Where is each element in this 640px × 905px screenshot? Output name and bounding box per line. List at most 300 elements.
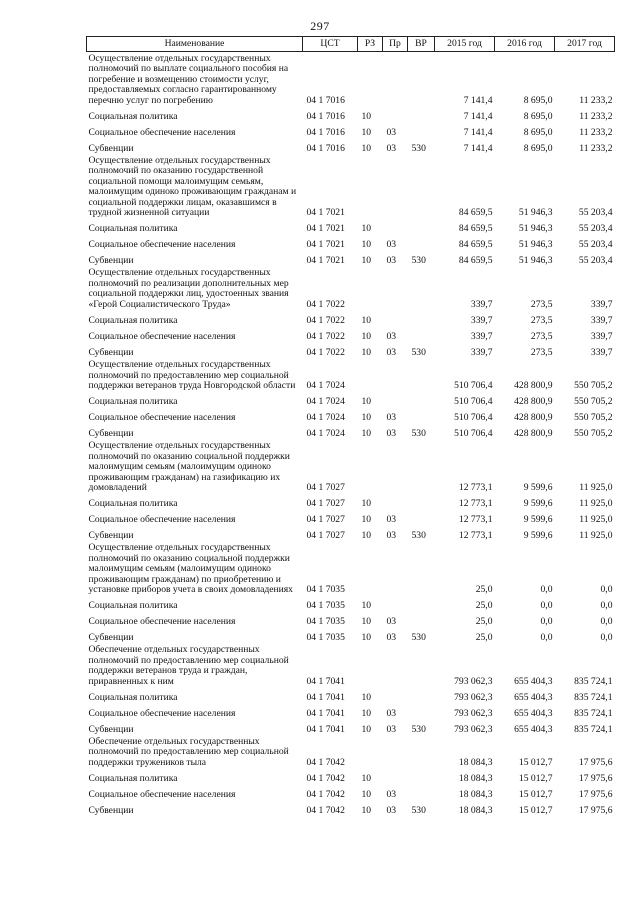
column-header-rz: РЗ [358, 37, 383, 52]
cell-pr [383, 106, 408, 122]
cell-cst: 04 1 7024 [306, 395, 345, 407]
cell-vr [408, 326, 435, 342]
cell-vr [408, 784, 435, 800]
cell-2015: 84 659,5 [458, 239, 493, 251]
cell-vr [408, 541, 435, 595]
table-row [87, 541, 615, 595]
cell-2015: 510 706,4 [454, 411, 493, 423]
cell-vr [408, 768, 435, 784]
cell-cst: 04 1 7041 [306, 707, 345, 719]
cell-cst: 04 1 7042 [306, 772, 345, 784]
cell-2015: 793 062,3 [454, 675, 493, 687]
cell-cst: 04 1 7021 [306, 239, 345, 251]
column-header-name: Наименование [87, 37, 303, 52]
cell-pr: 03 [386, 411, 397, 423]
cell-2015: 793 062,3 [454, 707, 493, 719]
cell-rz [358, 52, 383, 107]
table-row [87, 310, 615, 326]
cell-name: Субвенции [88, 427, 134, 439]
cell-rz: 10 [361, 395, 372, 407]
cell-2016: 8 695,0 [523, 142, 553, 154]
cell-pr: 03 [386, 707, 397, 719]
cell-rz: 10 [361, 723, 372, 735]
table-row [87, 687, 615, 703]
cell-cst: 04 1 7021 [306, 255, 345, 267]
cell-2016: 9 599,6 [523, 497, 553, 509]
table-row [87, 342, 615, 358]
cell-pr: 03 [386, 142, 397, 154]
cell-2017: 339,7 [590, 346, 613, 358]
cell-name: Социальное обеспечение населения [88, 513, 236, 525]
cell-2016: 273,5 [530, 346, 553, 358]
table-row [87, 423, 615, 439]
table-row [87, 719, 615, 735]
cell-name: Субвенции [88, 529, 134, 541]
cell-name: Социальное обеспечение населения [88, 330, 236, 342]
cell-vr [408, 595, 435, 611]
cell-vr [408, 509, 435, 525]
cell-2016: 9 599,6 [523, 481, 553, 493]
cell-pr [383, 310, 408, 326]
cell-2016: 655 404,3 [514, 691, 553, 703]
cell-pr: 03 [386, 513, 397, 525]
cell-pr: 03 [386, 346, 397, 358]
cell-2015: 12 773,1 [458, 497, 493, 509]
cell-cst: 04 1 7035 [306, 631, 345, 643]
cell-2015: 339,7 [470, 314, 493, 326]
cell-rz [358, 358, 383, 391]
cell-cst: 04 1 7035 [306, 599, 345, 611]
cell-2015: 18 084,3 [458, 772, 493, 784]
cell-2015: 7 141,4 [463, 142, 493, 154]
cell-name: Обеспечение отдельных государственных полномочий по предоставлению мер социальной поддержки ветеранов труда и граждан, приравненных к ним [88, 644, 289, 687]
table-row [87, 391, 615, 407]
cell-name: Социальное обеспечение населения [88, 411, 236, 423]
cell-name: Социальное обеспечение населения [88, 707, 236, 719]
cell-name: Субвенции [88, 723, 134, 735]
table-row [87, 627, 615, 643]
cell-vr [408, 703, 435, 719]
table-row [87, 525, 615, 541]
cell-cst: 04 1 7035 [306, 583, 345, 595]
cell-name: Субвенции [88, 142, 134, 154]
cell-vr [408, 407, 435, 423]
table-row [87, 154, 615, 218]
cell-2016: 428 800,9 [514, 395, 553, 407]
cell-vr [408, 122, 435, 138]
cell-2015: 25,0 [475, 599, 493, 611]
cell-pr [383, 541, 408, 595]
cell-2015: 793 062,3 [454, 723, 493, 735]
page-number: 297 [310, 19, 330, 33]
cell-2015: 12 773,1 [458, 513, 493, 525]
cell-2015: 18 084,3 [458, 804, 493, 816]
cell-2016: 51 946,3 [518, 223, 553, 235]
cell-rz: 10 [361, 411, 372, 423]
cell-pr [383, 595, 408, 611]
cell-pr [383, 218, 408, 234]
cell-pr: 03 [386, 723, 397, 735]
table-row [87, 138, 615, 154]
table-row [87, 439, 615, 493]
cell-2015: 339,7 [470, 346, 493, 358]
cell-name: Осуществление отдельных государственных полномочий по предоставлению мер социальной поддержки ветеранов труда Новгородской области [88, 359, 296, 391]
cell-vr [408, 218, 435, 234]
table-row [87, 122, 615, 138]
cell-pr [383, 687, 408, 703]
column-header-2017: 2017 год [555, 37, 615, 52]
cell-rz: 10 [361, 691, 372, 703]
cell-rz: 10 [361, 631, 372, 643]
cell-2017: 55 203,4 [578, 223, 613, 235]
cell-cst: 04 1 7042 [306, 756, 345, 768]
cell-name: Социальная политика [88, 691, 178, 703]
cell-2015: 25,0 [475, 583, 493, 595]
cell-name: Социальная политика [88, 223, 178, 235]
cell-vr [408, 391, 435, 407]
cell-vr: 530 [411, 529, 426, 541]
cell-2016: 273,5 [530, 314, 553, 326]
cell-pr: 03 [386, 239, 397, 251]
cell-2016: 0,0 [540, 583, 553, 595]
cell-cst: 04 1 7041 [306, 691, 345, 703]
cell-rz: 10 [361, 427, 372, 439]
table-row [87, 266, 615, 310]
cell-2017: 11 925,0 [579, 529, 613, 541]
cell-name: Социальная политика [88, 314, 178, 326]
cell-2017: 835 724,1 [574, 723, 613, 735]
cell-pr: 03 [386, 631, 397, 643]
budget-table [86, 36, 615, 816]
cell-2015: 793 062,3 [454, 691, 493, 703]
cell-2016: 428 800,9 [514, 427, 553, 439]
cell-cst: 04 1 7022 [306, 298, 345, 310]
cell-cst: 04 1 7042 [306, 804, 345, 816]
cell-2017: 17 975,6 [578, 804, 613, 816]
cell-name: Социальная политика [88, 110, 178, 122]
cell-name: Социальное обеспечение населения [88, 788, 236, 800]
cell-cst: 04 1 7024 [306, 427, 345, 439]
cell-cst: 04 1 7041 [306, 723, 345, 735]
cell-2015: 510 706,4 [454, 379, 493, 391]
cell-2016: 8 695,0 [523, 126, 553, 138]
cell-2015: 7 141,4 [463, 126, 493, 138]
cell-2016: 15 012,7 [518, 772, 553, 784]
cell-2016: 273,5 [530, 298, 553, 310]
cell-2016: 655 404,3 [514, 723, 553, 735]
cell-pr [383, 643, 408, 687]
cell-vr: 530 [411, 723, 426, 735]
cell-2015: 84 659,5 [458, 255, 493, 267]
cell-pr [383, 768, 408, 784]
cell-2017: 339,7 [590, 330, 613, 342]
cell-rz: 10 [361, 314, 372, 326]
cell-2015: 25,0 [475, 615, 493, 627]
cell-pr: 03 [386, 255, 397, 267]
cell-vr [408, 493, 435, 509]
cell-pr [383, 493, 408, 509]
cell-vr: 530 [411, 346, 426, 358]
cell-name: Социальная политика [88, 395, 178, 407]
cell-rz [358, 266, 383, 310]
cell-name: Осуществление отдельных государственных полномочий по выплате социального пособия на погребение и возмещению стоимости услуг, предоставляемых согласно гарантированному перечню услуг по погребению [88, 53, 289, 106]
cell-cst: 04 1 7022 [306, 314, 345, 326]
table-row [87, 326, 615, 342]
cell-rz [358, 735, 383, 768]
cell-2015: 12 773,1 [458, 529, 493, 541]
cell-2016: 655 404,3 [514, 707, 553, 719]
table-row [87, 784, 615, 800]
cell-2016: 0,0 [540, 615, 553, 627]
cell-name: Социальное обеспечение населения [88, 239, 236, 251]
table-row [87, 509, 615, 525]
table-row [87, 703, 615, 719]
cell-2016: 428 800,9 [514, 379, 553, 391]
cell-name: Осуществление отдельных государственных полномочий по реализации дополнительных мер социальной поддержки лиц, удостоенных звания «Герой Социалистического Труда» [88, 267, 289, 310]
cell-cst: 04 1 7024 [306, 379, 345, 391]
cell-2017: 11 925,0 [579, 497, 613, 509]
cell-vr [408, 358, 435, 391]
cell-2016: 8 695,0 [523, 110, 553, 122]
cell-2016: 428 800,9 [514, 411, 553, 423]
cell-pr: 03 [386, 330, 397, 342]
cell-cst: 04 1 7021 [306, 207, 345, 219]
cell-rz: 10 [361, 788, 372, 800]
cell-rz: 10 [361, 126, 372, 138]
cell-name: Субвенции [88, 631, 134, 643]
cell-rz: 10 [361, 497, 372, 509]
cell-pr [383, 735, 408, 768]
cell-pr [383, 266, 408, 310]
cell-name: Обеспечение отдельных государственных полномочий по предоставлению мер социальной поддержки тружеников тыла [88, 736, 289, 768]
cell-pr: 03 [386, 427, 397, 439]
cell-2015: 84 659,5 [458, 223, 493, 235]
cell-cst: 04 1 7027 [306, 513, 345, 525]
cell-rz [358, 439, 383, 493]
cell-name: Социальная политика [88, 497, 178, 509]
cell-2017: 835 724,1 [574, 675, 613, 687]
cell-2016: 15 012,7 [518, 804, 553, 816]
cell-cst: 04 1 7021 [306, 223, 345, 235]
cell-2017: 550 705,2 [574, 379, 613, 391]
cell-vr [408, 643, 435, 687]
cell-2016: 655 404,3 [514, 675, 553, 687]
cell-rz: 10 [361, 707, 372, 719]
cell-vr [408, 106, 435, 122]
cell-cst: 04 1 7016 [306, 94, 345, 106]
cell-2015: 339,7 [470, 298, 493, 310]
cell-2017: 17 975,6 [578, 788, 613, 800]
cell-2017: 55 203,4 [578, 207, 613, 219]
cell-cst: 04 1 7022 [306, 330, 345, 342]
cell-vr [408, 611, 435, 627]
table-body [87, 52, 615, 817]
cell-rz: 10 [361, 330, 372, 342]
cell-pr [383, 154, 408, 218]
cell-2015: 7 141,4 [463, 94, 493, 106]
cell-2017: 550 705,2 [574, 395, 613, 407]
cell-vr: 530 [411, 142, 426, 154]
cell-vr: 530 [411, 255, 426, 267]
table-row [87, 735, 615, 768]
cell-2015: 25,0 [475, 631, 493, 643]
cell-2017: 0,0 [600, 583, 613, 595]
cell-cst: 04 1 7016 [306, 126, 345, 138]
table-row [87, 52, 615, 107]
cell-rz [358, 643, 383, 687]
cell-name: Осуществление отдельных государственных полномочий по оказанию государственной социальной помощи малоимущим семьям, малоимущим одиноко проживающим гражданам и социальной поддержки лицам, оказавшимся в трудной жизненной ситуации [88, 155, 297, 219]
cell-rz: 10 [361, 142, 372, 154]
cell-2016: 273,5 [530, 330, 553, 342]
cell-2016: 9 599,6 [523, 513, 553, 525]
table-header-row [87, 37, 615, 52]
cell-rz: 10 [361, 599, 372, 611]
column-header-cst: ЦСТ [303, 37, 358, 52]
cell-pr [383, 358, 408, 391]
cell-vr [408, 735, 435, 768]
cell-pr [383, 391, 408, 407]
cell-2016: 9 599,6 [523, 529, 553, 541]
table-row [87, 407, 615, 423]
cell-vr: 530 [411, 804, 426, 816]
table-row [87, 768, 615, 784]
cell-rz: 10 [361, 239, 372, 251]
cell-vr: 530 [411, 631, 426, 643]
table-row [87, 358, 615, 391]
cell-2016: 51 946,3 [518, 207, 553, 219]
cell-rz: 10 [361, 615, 372, 627]
cell-vr: 530 [411, 427, 426, 439]
table-row [87, 218, 615, 234]
cell-2017: 339,7 [590, 298, 613, 310]
cell-rz: 10 [361, 513, 372, 525]
cell-cst: 04 1 7035 [306, 615, 345, 627]
cell-2017: 17 975,6 [578, 772, 613, 784]
cell-cst: 04 1 7027 [306, 481, 345, 493]
table-row [87, 106, 615, 122]
cell-pr: 03 [386, 788, 397, 800]
cell-name: Социальное обеспечение населения [88, 126, 236, 138]
cell-2017: 11 233,2 [579, 110, 613, 122]
table-row [87, 800, 615, 816]
table-row [87, 611, 615, 627]
cell-name: Социальная политика [88, 599, 178, 611]
cell-rz [358, 154, 383, 218]
cell-rz: 10 [361, 223, 372, 235]
cell-2015: 18 084,3 [458, 788, 493, 800]
cell-pr: 03 [386, 529, 397, 541]
cell-cst: 04 1 7027 [306, 529, 345, 541]
cell-2015: 7 141,4 [463, 110, 493, 122]
cell-rz: 10 [361, 346, 372, 358]
cell-vr [408, 266, 435, 310]
cell-vr [408, 439, 435, 493]
cell-pr: 03 [386, 804, 397, 816]
cell-2015: 510 706,4 [454, 395, 493, 407]
cell-cst: 04 1 7024 [306, 411, 345, 423]
cell-vr [408, 52, 435, 107]
cell-2017: 835 724,1 [574, 707, 613, 719]
cell-2017: 11 233,2 [579, 126, 613, 138]
cell-pr: 03 [386, 126, 397, 138]
column-header-pr: Пр [383, 37, 408, 52]
cell-2017: 55 203,4 [578, 255, 613, 267]
cell-2017: 0,0 [600, 615, 613, 627]
cell-2017: 11 925,0 [579, 513, 613, 525]
cell-2017: 0,0 [600, 631, 613, 643]
cell-rz: 10 [361, 529, 372, 541]
cell-vr [408, 154, 435, 218]
cell-2017: 0,0 [600, 599, 613, 611]
cell-cst: 04 1 7042 [306, 788, 345, 800]
cell-rz [358, 541, 383, 595]
column-header-2015: 2015 год [435, 37, 495, 52]
cell-2017: 339,7 [590, 314, 613, 326]
cell-2017: 11 925,0 [579, 481, 613, 493]
cell-2015: 510 706,4 [454, 427, 493, 439]
cell-2017: 550 705,2 [574, 427, 613, 439]
cell-cst: 04 1 7022 [306, 346, 345, 358]
cell-2017: 550 705,2 [574, 411, 613, 423]
cell-name: Субвенции [88, 346, 134, 358]
cell-2015: 339,7 [470, 330, 493, 342]
cell-name: Социальная политика [88, 772, 178, 784]
cell-cst: 04 1 7016 [306, 110, 345, 122]
cell-pr [383, 52, 408, 107]
table-row [87, 234, 615, 250]
cell-2016: 8 695,0 [523, 94, 553, 106]
column-header-2016: 2016 год [495, 37, 555, 52]
cell-2016: 0,0 [540, 631, 553, 643]
cell-name: Субвенции [88, 804, 134, 816]
cell-2017: 17 975,6 [578, 756, 613, 768]
cell-pr [383, 439, 408, 493]
cell-2016: 51 946,3 [518, 255, 553, 267]
cell-2017: 11 233,2 [579, 94, 613, 106]
cell-name: Субвенции [88, 255, 134, 267]
cell-name: Осуществление отдельных государственных полномочий по оказанию социальной поддержки малоимущим семьям (малоимущим одиноко проживающим гражданам) по приобретению и установке приборов учета в своих домовладениях [88, 542, 293, 595]
cell-2016: 15 012,7 [518, 756, 553, 768]
cell-2017: 835 724,1 [574, 691, 613, 703]
table-row [87, 250, 615, 266]
cell-rz: 10 [361, 110, 372, 122]
cell-vr [408, 310, 435, 326]
cell-rz: 10 [361, 255, 372, 267]
cell-2016: 0,0 [540, 599, 553, 611]
cell-2017: 11 233,2 [579, 142, 613, 154]
cell-cst: 04 1 7016 [306, 142, 345, 154]
column-header-vr: ВР [408, 37, 435, 52]
table-row [87, 493, 615, 509]
cell-rz: 10 [361, 772, 372, 784]
cell-2015: 18 084,3 [458, 756, 493, 768]
cell-2017: 55 203,4 [578, 239, 613, 251]
cell-2015: 12 773,1 [458, 481, 493, 493]
cell-name: Осуществление отдельных государственных полномочий по оказанию социальной поддержки малоимущим семьям (малоимущим одиноко проживающим гражданам) на газификацию их домовладений [88, 440, 290, 493]
cell-name: Социальное обеспечение населения [88, 615, 236, 627]
cell-cst: 04 1 7041 [306, 675, 345, 687]
cell-rz: 10 [361, 804, 372, 816]
cell-vr [408, 687, 435, 703]
cell-cst: 04 1 7027 [306, 497, 345, 509]
cell-vr [408, 234, 435, 250]
cell-2015: 84 659,5 [458, 207, 493, 219]
cell-pr: 03 [386, 615, 397, 627]
table-row [87, 643, 615, 687]
cell-2016: 51 946,3 [518, 239, 553, 251]
cell-2016: 15 012,7 [518, 788, 553, 800]
table-row [87, 595, 615, 611]
